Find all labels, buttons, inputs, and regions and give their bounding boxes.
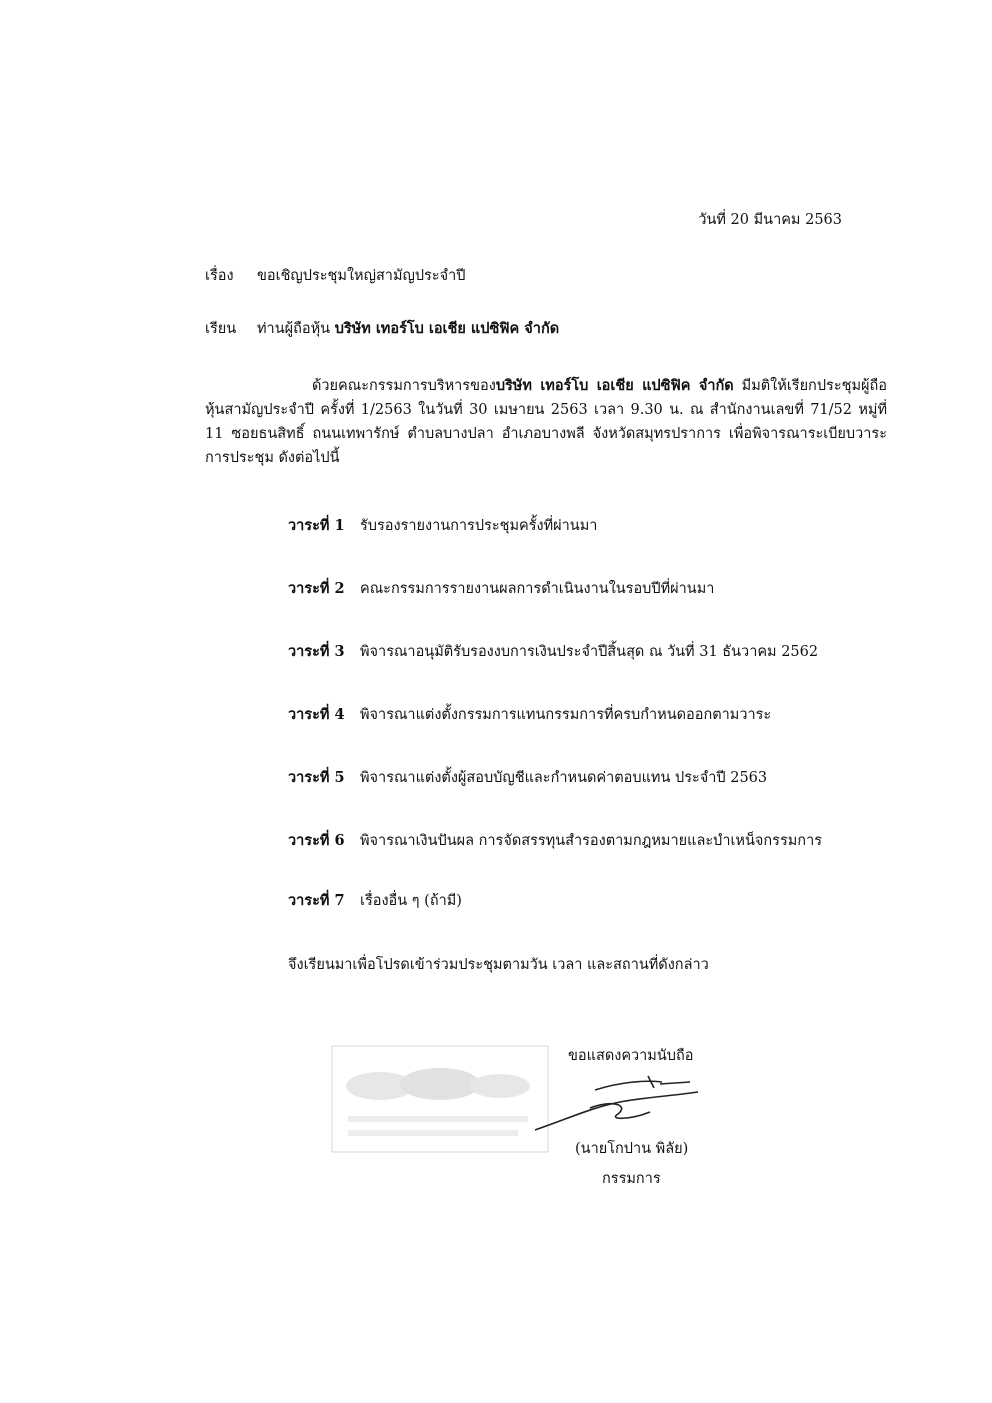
agenda-item (288, 703, 771, 726)
agenda-number: วาระที่ 6 (288, 832, 345, 849)
signer-title: กรรมการ (602, 1171, 661, 1187)
agenda-text: รับรองรายงานการประชุมครั้งที่ผ่านมา (360, 518, 598, 534)
agenda-text: พิจารณาแต่งตั้งกรรมการแทนกรรมการที่ครบกำหนดออกตามวาระ (360, 707, 772, 723)
letter-date: วันที่ 20 มีนาคม 2563 (698, 212, 842, 228)
agenda-item (288, 766, 767, 789)
closing-line: จึงเรียนมาเพื่อโปรดเข้าร่วมประชุมตามวัน เวลา และสถานที่ดังกล่าว (288, 957, 709, 973)
body-paragraph (205, 374, 887, 470)
body-rest: มีมติให้เรียกประชุมผู้ถือหุ้นสามัญประจำปี ครั้งที่ 1/2563 ในวันที่ 30 เมษายน 2563 เวลา 9.30 น. ณ สำนักงานเลขที่ 71/52 หมู่ที่ 11 ซอยธนสิทธิ์ ถนนเทพารักษ์ ตำบลบางปลา อำเภอบางพลี จังหวัดสมุทรปราการ เพื่อพิจารณาระเบียบวาระการประชุม ดังต่อไปนี้ (205, 378, 888, 466)
agenda-item (288, 640, 818, 663)
agenda-item (288, 577, 714, 600)
agenda-text: คณะกรรมการรายงานผลการดำเนินงานในรอบปีที่ผ่านมา (360, 581, 715, 597)
agenda-number: วาระที่ 4 (288, 706, 345, 723)
signer-name: (นายโกปาน พิลัย) (575, 1141, 689, 1157)
handwritten-signature-icon (530, 1068, 700, 1138)
agenda-item (288, 514, 597, 537)
agenda-text: พิจารณาเงินปันผล การจัดสรรทุนสำรองตามกฎหมายและบำเหน็จกรรมการ (360, 833, 823, 849)
agenda-text: พิจารณาอนุมัติรับรองงบการเงินประจำปีสิ้นสุด ณ วันที่ 31 ธันวาคม 2562 (360, 644, 819, 660)
company-stamp-icon (330, 1044, 550, 1154)
agenda-item (288, 829, 822, 852)
agenda-number: วาระที่ 1 (288, 517, 345, 534)
agenda-number: วาระที่ 7 (288, 892, 345, 909)
agenda-text: เรื่องอื่น ๆ (ถ้ามี) (360, 893, 462, 909)
agenda-number: วาระที่ 5 (288, 769, 345, 786)
agenda-item (288, 889, 462, 912)
subject-text: ขอเชิญประชุมใหญ่สามัญประจำปี (257, 268, 466, 284)
body-company: บริษัท เทอร์โบ เอเชีย แปซิฟิค จำกัด (495, 377, 734, 394)
agenda-text: พิจารณาแต่งตั้งผู้สอบบัญชีและกำหนดค่าตอบแทน ประจำปี 2563 (360, 770, 768, 786)
signature-block (330, 1040, 710, 1200)
recipient-line (205, 317, 559, 340)
subject-line (205, 264, 465, 287)
agenda-number: วาระที่ 2 (288, 580, 345, 597)
signature-courtesy: ขอแสดงความนับถือ (568, 1048, 694, 1064)
body-intro: ด้วยคณะกรรมการบริหารของ (312, 378, 496, 394)
agenda-number: วาระที่ 3 (288, 643, 345, 660)
recipient-text: ท่านผู้ถือหุ้น (257, 321, 331, 337)
recipient-company: บริษัท เทอร์โบ เอเชีย แปซิฟิค จำกัด (334, 320, 560, 337)
subject-label: เรื่อง (205, 268, 234, 284)
recipient-label: เรียน (205, 321, 237, 337)
